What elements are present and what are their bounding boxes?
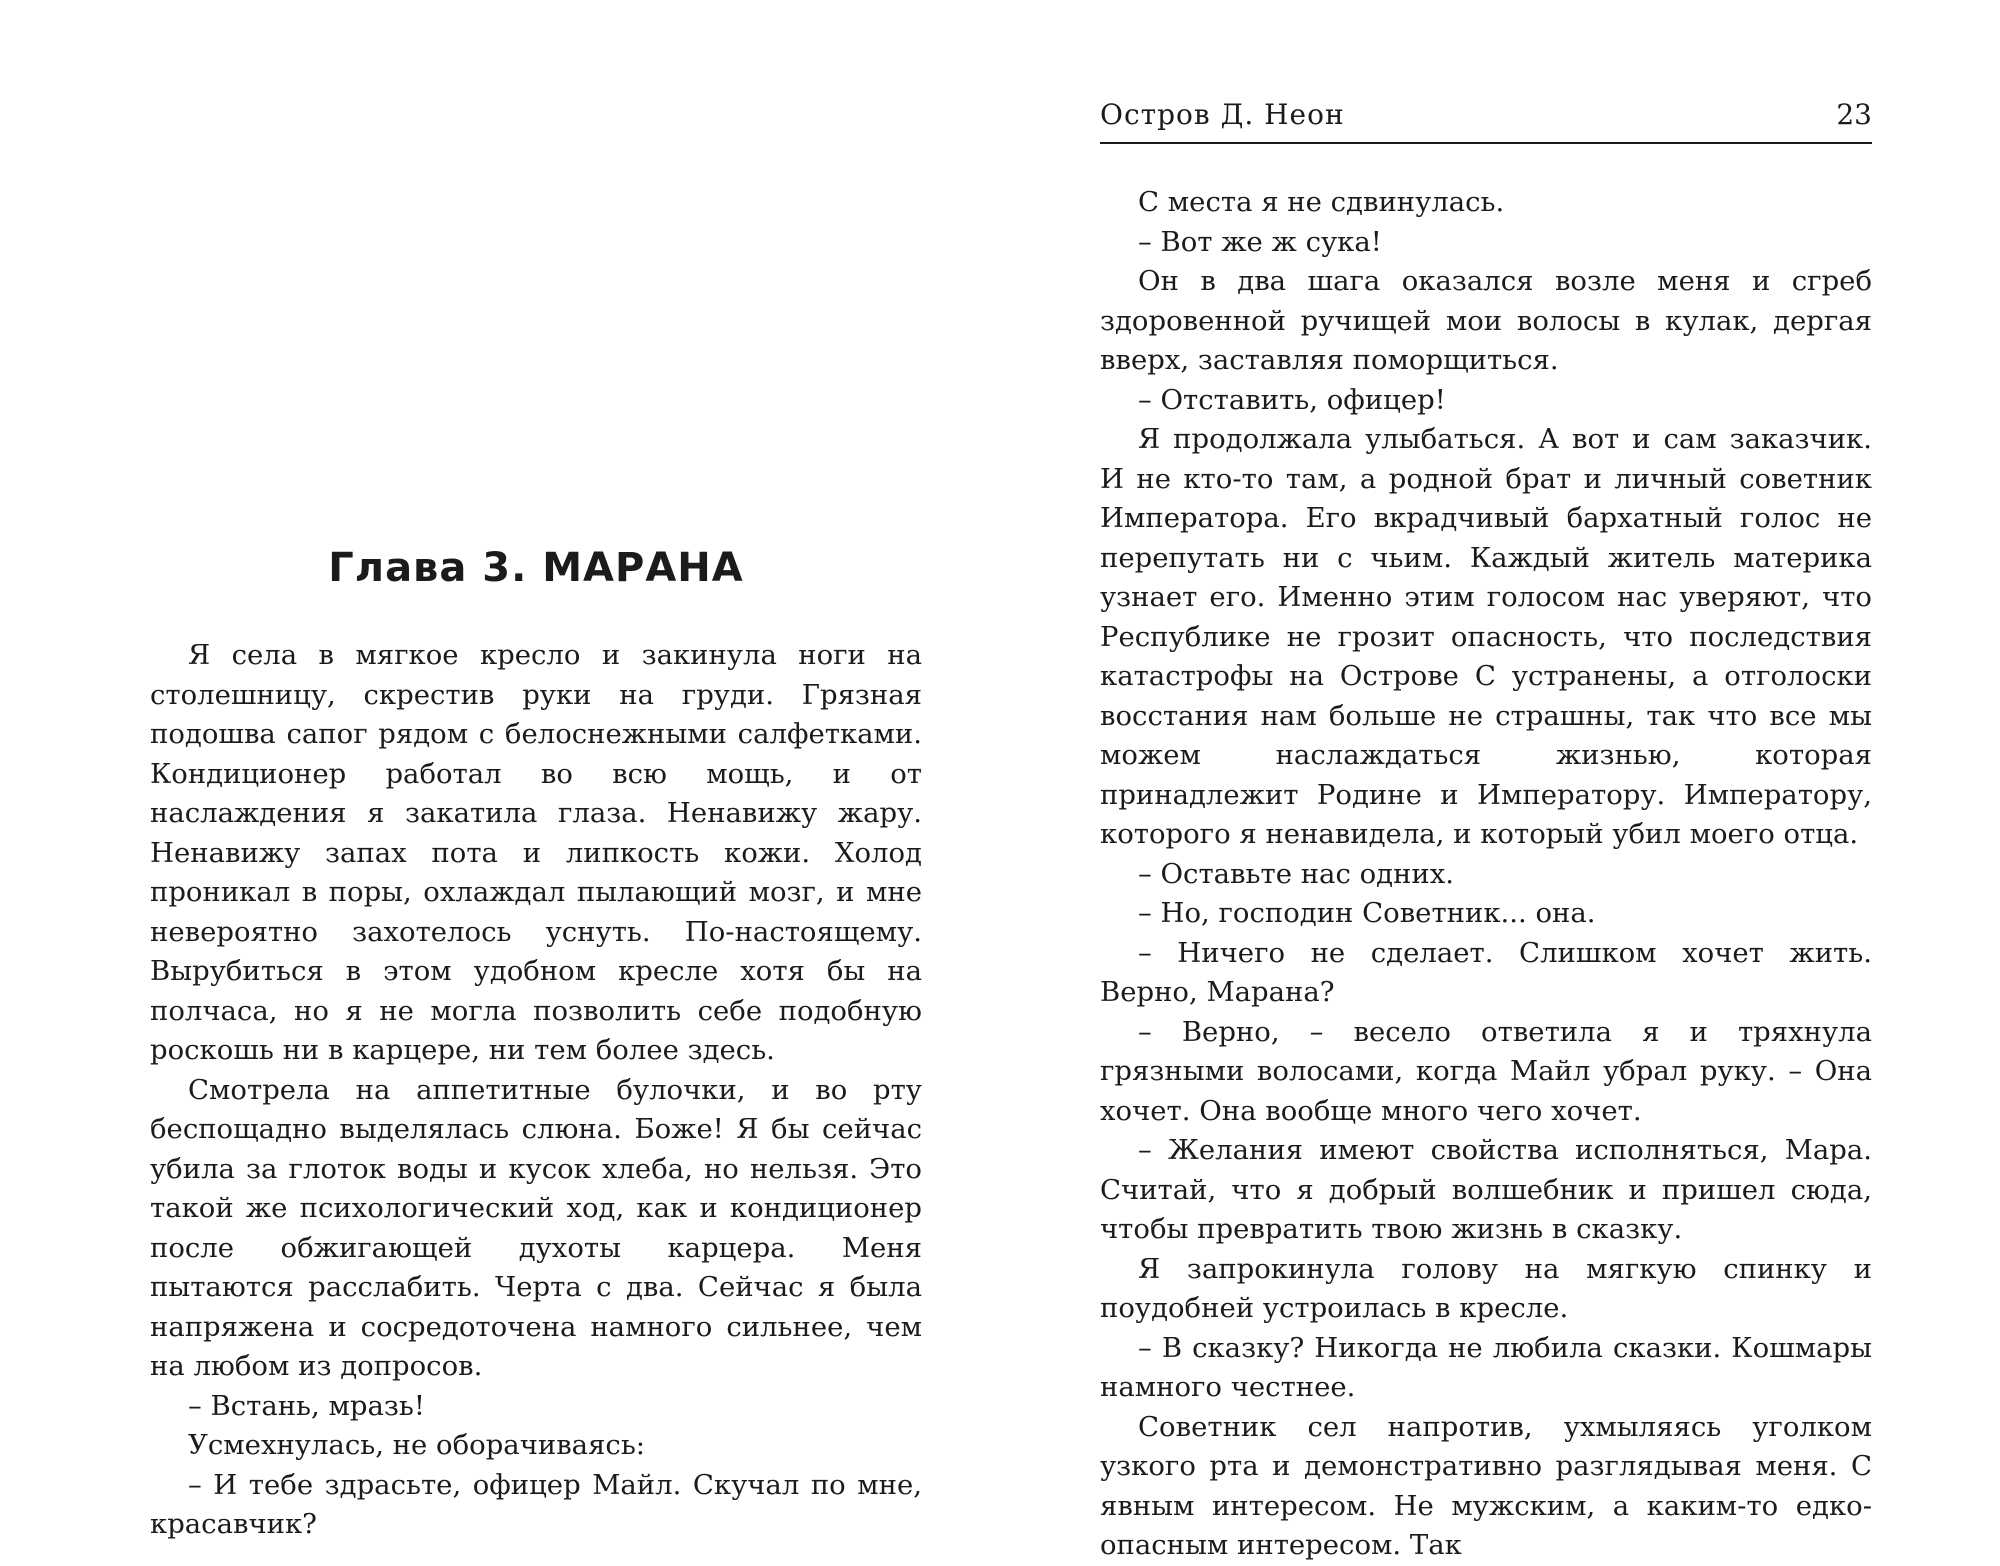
running-title: Остров Д. Неон bbox=[1100, 98, 1345, 131]
left-page bbox=[0, 0, 1000, 1540]
right-page-body bbox=[1100, 183, 1872, 1566]
paragraph: Усмехнулась, не оборачиваясь: bbox=[188, 1429, 646, 1461]
dialogue-line: – И тебе здрасьте, офицер Майл. Скучал по мне, красавчик? bbox=[150, 1468, 922, 1540]
running-header bbox=[1100, 98, 1872, 144]
paragraph: Я села в мягкое кресло и закинула ноги на столешницу, скрестив руки на груди. Грязная подошва сапог рядом с белоснежными салфетками. Кондиционер работал во всю мощь, и от наслаждения я закатила глаза. Ненавижу жару. Ненавижу запах пота и липкость кожи. Холод проникал в поры, охлаждал пылающий мозг, и мне невероятно захотелось уснуть. По-настоящему. Вырубиться в этом удобном кресле хотя бы на полчаса, но я не могла позволить себе подобную роскошь ни в карцере, ни тем более здесь. bbox=[150, 639, 922, 1066]
paragraph: Я продолжала улыбаться. А вот и сам заказчик. И не кто-то там, а родной брат и личный советник Императора. Его вкрадчивый бархатный голос не перепутать ни с чьим. Каждый житель материка узнает его. Именно этим голосом нас уверяют, что Республике не грозит опасность, что последствия катастрофы на Острове С устранены, а отголоски восстания нам больше не страшны, так что все мы можем наслаждаться жизнью, которая принадлежит Родине и Императору. Императору, которого я ненавидела, и который убил моего отца. bbox=[1100, 423, 1872, 850]
dialogue-line: – Но, господин Советник... она. bbox=[1138, 897, 1596, 929]
page-number: 23 bbox=[1836, 98, 1872, 131]
dialogue-line: – Вот же ж сука! bbox=[1138, 225, 1382, 258]
right-page bbox=[1000, 0, 2000, 1561]
dialogue-line: – В сказку? Никогда не любила сказки. Кошмары намного честнее. bbox=[1100, 1331, 1872, 1403]
dialogue-line: – Оставьте нас одних. bbox=[1138, 857, 1454, 890]
dialogue-line: – Верно, – весело ответила я и тряхнула грязными волосами, когда Майл убрал руку. – Она хочет. Она вообще много чего хочет. bbox=[1100, 1015, 1872, 1127]
paragraph: Советник сел напротив, ухмыляясь уголком узкого рта и демонстративно разглядывая меня. С явным интересом. Не мужским, а каким-то едко-опасным интересом. Так bbox=[1100, 1410, 1872, 1561]
dialogue-line: – Отставить, офицер! bbox=[1138, 383, 1446, 416]
paragraph: Я запрокинула голову на мягкую спинку и поудобней устроилась в кресле. bbox=[1100, 1252, 1872, 1324]
left-page-body bbox=[150, 636, 922, 1545]
paragraph: Он в два шага оказался возле меня и сгреб здоровенной ручищей мои волосы в кулак, дергая вверх, заставляя поморщиться. bbox=[1100, 265, 1872, 376]
dialogue-line: – Ничего не сделает. Слишком хочет жить. Верно, Марана? bbox=[1100, 936, 1872, 1008]
dialogue-line: – Желания имеют свойства исполняться, Мара. Считай, что я добрый волшебник и пришел сюда, чтобы превратить твою жизнь в сказку. bbox=[1100, 1134, 1872, 1245]
chapter-title: Глава 3. МАРАНА bbox=[328, 545, 744, 591]
paragraph: С места я не сдвинулась. bbox=[1138, 186, 1505, 218]
dialogue-line: – Встань, мразь! bbox=[188, 1389, 425, 1422]
paragraph: Смотрела на аппетитные булочки, и во рту беспощадно выделялась слюна. Боже! Я бы сейчас убила за глоток воды и кусок хлеба, но нельзя. Это такой же психологический ход, как и кондиционер после обжигающей духоты карцера. Меня пытаются расслабить. Черта с два. Сейчас я была напряжена и сосредоточена намного сильнее, чем на любом из допросов. bbox=[150, 1073, 922, 1382]
